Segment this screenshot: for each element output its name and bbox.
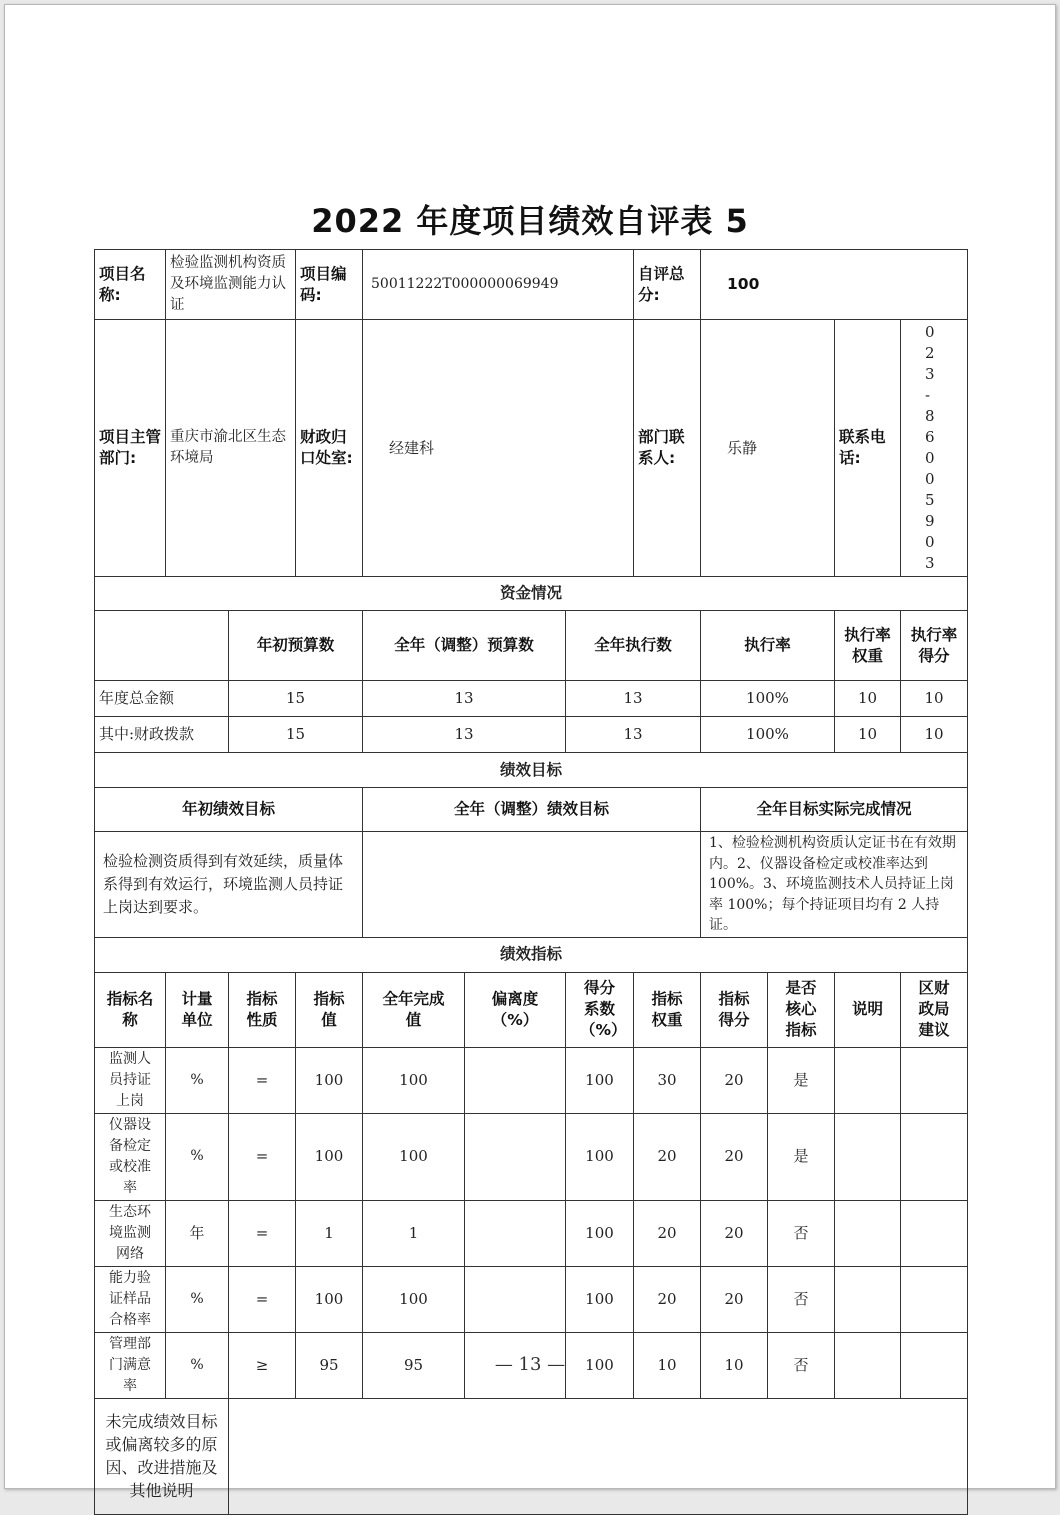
funds-header-rate-score: 执行率得分	[901, 611, 968, 681]
indicator-cell	[835, 1113, 901, 1200]
indicator-header: 全年完成值	[363, 972, 465, 1047]
funds-cell: 15	[229, 717, 363, 753]
goals-initial-text: 检验检测资质得到有效延续，质量体系得到有效运行，环境监测人员持证上岗达到要求。	[95, 832, 363, 938]
funds-header-rate-weight: 执行率权重	[835, 611, 901, 681]
goals-actual-text: 1、检验检测机构资质认定证书在有效期内。2、仪器设备检定或校准率达到 100%。3、环境监测技术人员持证上岗率 100%；每个持证项目均有 2 人持证。	[701, 832, 968, 938]
finance-office-label: 财政归口处室:	[296, 320, 363, 577]
funds-cell: 13	[363, 681, 566, 717]
indicator-cell: %	[166, 1332, 229, 1398]
page-title: 2022 年度项目绩效自评表 5	[311, 202, 749, 240]
indicator-header: 指标权重	[634, 972, 701, 1047]
indicator-cell: 20	[701, 1047, 768, 1113]
funds-row-label: 其中:财政拨款	[95, 717, 229, 753]
indicator-cell: %	[166, 1266, 229, 1332]
funds-cell: 10	[835, 717, 901, 753]
indicator-header: 计量单位	[166, 972, 229, 1047]
indicator-cell: =	[229, 1047, 296, 1113]
indicator-cell: 20	[701, 1113, 768, 1200]
goals-section-title: 绩效目标	[95, 753, 968, 788]
funds-section-title: 资金情况	[95, 577, 968, 611]
contact: 乐静	[701, 320, 835, 577]
indicator-cell	[835, 1200, 901, 1266]
performance-evaluation-table	[94, 249, 968, 1515]
funds-cell: 15	[229, 681, 363, 717]
indicator-header: 指标名称	[95, 972, 166, 1047]
indicator-cell: ≥	[229, 1332, 296, 1398]
indicator-cell: 年	[166, 1200, 229, 1266]
project-code: 50011222T000000069949	[363, 250, 634, 320]
phone-label: 联系电话:	[835, 320, 901, 577]
indicator-cell: 95	[296, 1332, 363, 1398]
indicator-cell: 100	[296, 1113, 363, 1200]
indicator-name: 监测人员持证上岗	[95, 1047, 166, 1113]
indicator-cell: 30	[634, 1047, 701, 1113]
indicator-header: 偏离度（%）	[465, 972, 566, 1047]
goals-adjusted-text	[363, 832, 701, 938]
indicator-cell: 10	[634, 1332, 701, 1398]
indicator-name: 能力验证样品合格率	[95, 1266, 166, 1332]
funds-header-exec-rate: 执行率	[701, 611, 835, 681]
indicator-cell	[465, 1047, 566, 1113]
indicator-name: 生态环境监测网络	[95, 1200, 166, 1266]
indicator-cell: 100	[296, 1266, 363, 1332]
indicator-name: 仪器设备检定或校准率	[95, 1113, 166, 1200]
indicator-cell: 20	[634, 1266, 701, 1332]
indicator-cell	[835, 1047, 901, 1113]
remarks-label: 未完成绩效目标或偏离较多的原因、改进措施及其他说明	[95, 1398, 229, 1514]
indicator-cell: 否	[768, 1266, 835, 1332]
funds-cell: 13	[363, 717, 566, 753]
funds-cell: 10	[901, 717, 968, 753]
indicator-cell: 1	[363, 1200, 465, 1266]
indicator-header: 是否核心指标	[768, 972, 835, 1047]
indicator-cell: 100	[566, 1047, 634, 1113]
self-score-label: 自评总分:	[634, 250, 701, 320]
funds-cell: 10	[901, 681, 968, 717]
funds-cell: 13	[566, 681, 701, 717]
indicator-cell: 20	[634, 1113, 701, 1200]
indicator-cell: 100	[566, 1200, 634, 1266]
indicator-cell: 20	[701, 1266, 768, 1332]
indicator-cell: 100	[363, 1266, 465, 1332]
funds-cell: 100%	[701, 681, 835, 717]
funds-cell: 10	[835, 681, 901, 717]
indicator-cell: %	[166, 1113, 229, 1200]
indicator-cell: 20	[634, 1200, 701, 1266]
indicator-cell: 100	[566, 1113, 634, 1200]
funds-cell: 13	[566, 717, 701, 753]
indicator-cell	[465, 1113, 566, 1200]
indicator-cell	[901, 1266, 968, 1332]
indicator-cell	[901, 1200, 968, 1266]
contact-label: 部门联系人:	[634, 320, 701, 577]
indicator-header: 得分系数（%）	[566, 972, 634, 1047]
indicator-cell	[901, 1113, 968, 1200]
funds-header-initial-budget: 年初预算数	[229, 611, 363, 681]
page-number: — 13 —	[494, 1354, 566, 1375]
indicator-cell	[465, 1200, 566, 1266]
self-score: 100	[701, 250, 968, 320]
funds-header-blank	[95, 611, 229, 681]
indicator-header: 指标值	[296, 972, 363, 1047]
goals-header-adjusted: 全年（调整）绩效目标	[363, 788, 701, 832]
remarks-value	[229, 1398, 968, 1514]
indicator-name: 管理部门满意率	[95, 1332, 166, 1398]
indicator-header: 指标得分	[701, 972, 768, 1047]
project-name: 检验监测机构资质及环境监测能力认证	[166, 250, 296, 320]
indicator-cell: 100	[296, 1047, 363, 1113]
funds-cell: 100%	[701, 717, 835, 753]
phone: 023-86005903	[901, 320, 968, 577]
indicator-cell: 20	[701, 1200, 768, 1266]
indicator-cell: =	[229, 1200, 296, 1266]
indicator-cell	[901, 1047, 968, 1113]
funds-header-executed: 全年执行数	[566, 611, 701, 681]
indicator-cell: 95	[363, 1332, 465, 1398]
indicator-cell: =	[229, 1113, 296, 1200]
indicator-cell: 是	[768, 1113, 835, 1200]
project-name-label: 项目名称:	[95, 250, 166, 320]
indicator-cell: 否	[768, 1200, 835, 1266]
indicator-cell: 是	[768, 1047, 835, 1113]
finance-office: 经建科	[363, 320, 634, 577]
indicator-cell: 1	[296, 1200, 363, 1266]
indicator-header: 区财政局建议	[901, 972, 968, 1047]
indicator-header: 说明	[835, 972, 901, 1047]
indicator-cell: 100	[566, 1332, 634, 1398]
funds-header-adjusted-budget: 全年（调整）预算数	[363, 611, 566, 681]
indicator-cell: 100	[363, 1113, 465, 1200]
goals-header-actual: 全年目标实际完成情况	[701, 788, 968, 832]
indicator-header: 指标性质	[229, 972, 296, 1047]
indicator-cell: 100	[566, 1266, 634, 1332]
indicator-cell: 100	[363, 1047, 465, 1113]
indicator-cell: 10	[701, 1332, 768, 1398]
indicators-section-title: 绩效指标	[95, 937, 968, 972]
goals-header-initial: 年初绩效目标	[95, 788, 363, 832]
indicator-cell: =	[229, 1266, 296, 1332]
indicator-cell	[465, 1266, 566, 1332]
indicator-cell: %	[166, 1047, 229, 1113]
dept: 重庆市渝北区生态环境局	[166, 320, 296, 577]
indicator-cell	[835, 1266, 901, 1332]
funds-row-label: 年度总金额	[95, 681, 229, 717]
dept-label: 项目主管部门:	[95, 320, 166, 577]
indicator-cell: 否	[768, 1332, 835, 1398]
project-code-label: 项目编码:	[296, 250, 363, 320]
